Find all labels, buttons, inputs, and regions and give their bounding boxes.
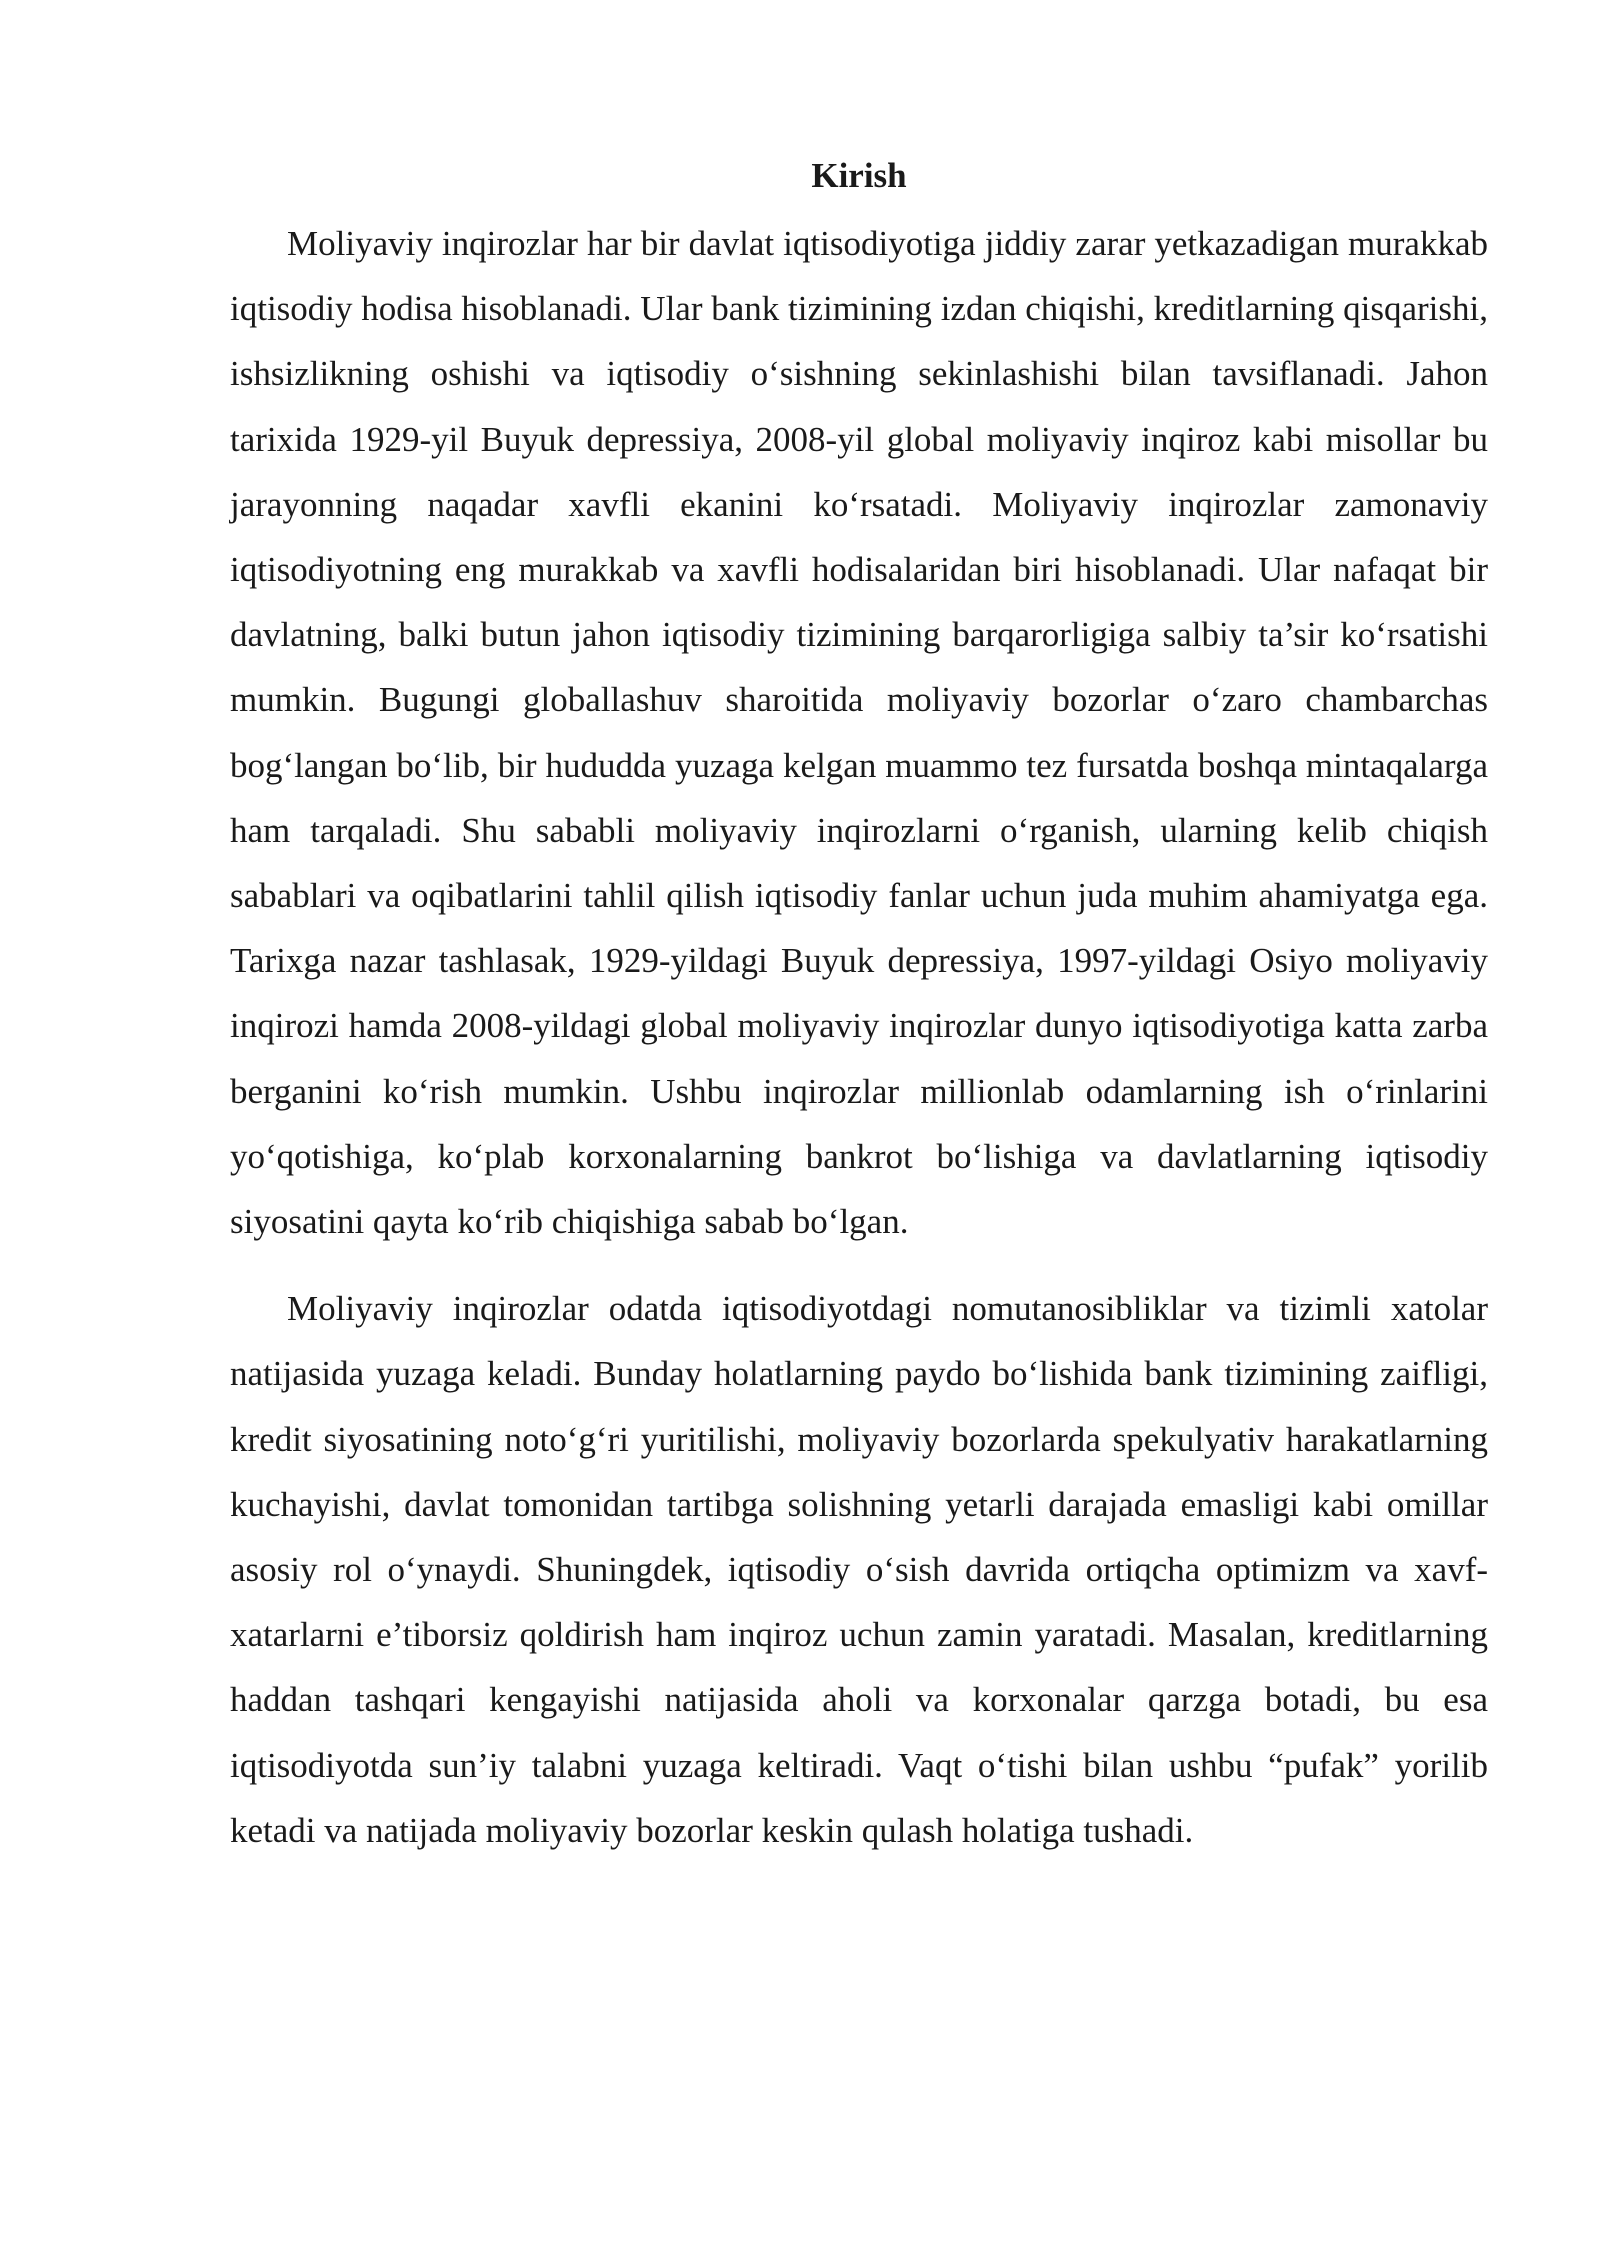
paragraph: Moliyaviy inqirozlar har bir davlat iqtisodiyotiga jiddiy zarar yetkazadigan murakkab iqtisodiy hodisa hisoblanadi. Ular bank tizimining izdan chiqishi, kreditlarning qisqarishi, ishsizlikning oshishi va iqtisodiy o‘sishning sekinlashishi bilan tavsiflanadi. Jahon tarixida 1929-yil Buyuk depressiya, 2008-yil global moliyaviy inqiroz kabi misollar bu jarayonning naqadar xavfli ekanini ko‘rsatadi. Moliyaviy inqirozlar zamonaviy iqtisodiyotning eng murakkab va xavfli hodisalaridan biri hisoblanadi. Ular nafaqat bir davlatning, balki butun jahon iqtisodiy tizimining barqarorligiga salbiy ta’sir ko‘rsatishi mumkin. Bugungi globallashuv sharoitida moliyaviy bozorlar o‘zaro chambarchas bog‘langan bo‘lib, bir hududda yuzaga kelgan muammo tez fursatda boshqa mintaqalarga ham tarqaladi. Shu sababli moliyaviy inqirozlarni o‘rganish, ularning kelib chiqish sabablari va oqibatlarini tahlil qilish iqtisodiy fanlar uchun juda muhim ahamiyatga ega. Tarixga nazar tashlasak, 1929-yildagi Buyuk depressiya, 1997-yildagi Osiyo moliyaviy inqirozi hamda 2008-yildagi global moliyaviy inqirozlar dunyo iqtisodiyotiga katta zarba berganini ko‘rish mumkin. Ushbu inqirozlar millionlab odamlarning ish o‘rinlarini yo‘qotishiga, ko‘plab korxonalarning bankrot bo‘lishiga va davlatlarning iqtisodiy siyosatini qayta ko‘rib chiqishiga sabab bo‘lgan. [230, 224, 1488, 1242]
section-title: Kirish [811, 156, 907, 195]
document-body [230, 146, 1488, 1863]
paragraph: Moliyaviy inqirozlar odatda iqtisodiyotdagi nomutanosibliklar va tizimli xatolar natijasida yuzaga keladi. Bunday holatlarning paydo bo‘lishida bank tizimining zaifligi, kredit siyosatining noto‘g‘ri yuritilishi, moliyaviy bozorlarda spekulyativ harakatlarning kuchayishi, davlat tomonidan tartibga solishning yetarli darajada emasligi kabi omillar asosiy rol o‘ynaydi. Shuningdek, iqtisodiy o‘sish davrida ortiqcha optimizm va xavf-xatarlarni e’tiborsiz qoldirish ham inqiroz uchun zamin yaratadi. Masalan, kreditlarning haddan tashqari kengayishi natijasida aholi va korxonalar qarzga botadi, bu esa iqtisodiyotda sun’iy talabni yuzaga keltiradi. Vaqt o‘tishi bilan ushbu “pufak” yorilib ketadi va natijada moliyaviy bozorlar keskin qulash holatiga tushadi. [230, 1289, 1488, 1850]
